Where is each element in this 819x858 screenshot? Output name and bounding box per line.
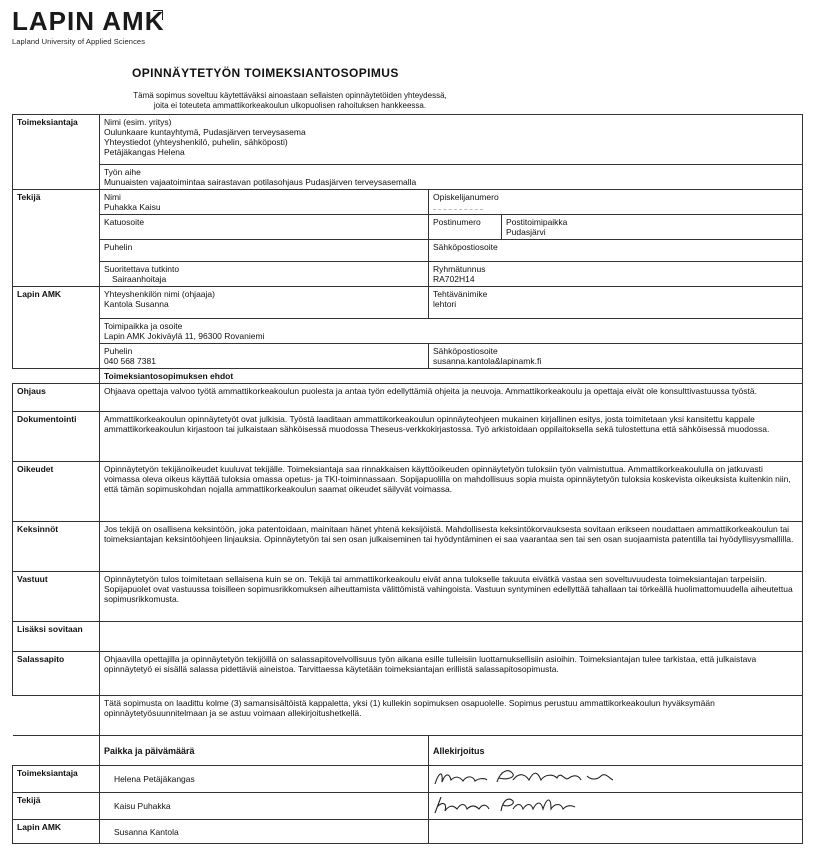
signature-cell-toimeksiantaja[interactable] xyxy=(429,766,803,793)
lapin-email-cell xyxy=(429,344,803,369)
tekija-name-value[interactable]: Puhakka Kaisu xyxy=(103,202,161,212)
lapin-email-value[interactable]: susanna.kantola&lapinamk.fi xyxy=(433,356,542,366)
office-value[interactable]: Lapin AMK Jokiväylä 11, 96300 Rovaniemi xyxy=(103,331,265,341)
ohjaus-row xyxy=(13,384,803,412)
supervisor-label: Yhteyshenkilön nimi (ohjaaja) xyxy=(103,289,215,299)
place-date-label: Paikka ja päivämäärä xyxy=(99,736,428,766)
keksinnot-label: Keksinnöt xyxy=(13,522,100,572)
postal-label: Postinumero xyxy=(433,217,481,227)
student-number-redacted[interactable] xyxy=(433,203,483,210)
tekija-name-label: Nimi xyxy=(103,192,121,202)
lapin-amk-label: Lapin AMK xyxy=(13,287,100,369)
street-cell xyxy=(99,215,428,240)
dokumentointi-label: Dokumentointi xyxy=(13,412,100,462)
tekija-email-cell xyxy=(429,240,803,262)
group-label: Ryhmätunnus xyxy=(433,264,486,274)
intro-line-2: joita ei toteuteta ammattikorkeakoulun ulkopuolisen rahoituksen hankkeessa. xyxy=(153,101,427,110)
signature-header-row xyxy=(13,736,803,766)
signature-cell-lapin-amk[interactable] xyxy=(429,820,803,844)
terms-heading-spacer xyxy=(13,369,100,384)
terms-heading: Toimeksiantosopimuksen ehdot xyxy=(99,369,802,384)
handwritten-signature-tekija xyxy=(429,793,799,819)
oikeudet-row xyxy=(13,462,803,522)
address-cell xyxy=(429,215,803,240)
oikeudet-label: Oikeudet xyxy=(13,462,100,522)
ohjaus-label: Ohjaus xyxy=(13,384,100,412)
tekija-name-cell xyxy=(99,190,428,215)
lapin-row-2 xyxy=(13,319,803,344)
signature-row-lapin-amk xyxy=(13,820,803,844)
salassapito-label: Salassapito xyxy=(13,652,100,696)
tekija-row-1 xyxy=(13,190,803,215)
oikeudet-text: Opinnäytetyön tekijänoikeudet kuuluvat tekijälle. Toimeksiantaja saa rinnakkaisen käyttöoikeuden opinnäytetyön tuloksiin työn valmistuttua. Ammattikorkeakoululla on jatkuvasti voimassa oleva oikeus käyttää tuloksia omassa opetus- ja TKI-toiminnassaan. Sopijapuolilla on mahdollisuus sopia muista opinnäytetyön tuloksia koskevista oikeuksista kuitenkin niin, että tämän sopimuskohdan nojalla ammattikorkeakoulun saamat oikeudet säilyvät voimassa. xyxy=(99,462,802,522)
toimeksiantaja-name-label: Nimi (esim. yritys) xyxy=(103,117,172,127)
vastuut-text: Opinnäytetyön tulos toimitetaan sellaisena kuin se on. Tekijä tai ammattikorkeakoulu eivät anna tulokselle takuuta eivätkä vastaa sen soveltuvuudesta toimeksiantajan tarpeisiin. Sopijapuolet ovat vastuussa toisilleen sopimusrikkomuksen aiheuttamista välittömistä vahingoista. Vastuun syntyminen edellyttää tahallaan tai törkeällä huolimattomuudella aiheutettua sopimusrikkomusta. xyxy=(99,572,802,622)
job-title-label: Tehtävänimike xyxy=(433,289,488,299)
signature-cell-tekija[interactable] xyxy=(429,793,803,820)
group-cell xyxy=(429,262,803,287)
toimeksiantaja-name-value[interactable]: Oulunkaare kuntayhtymä, Pudasjärven terveysasema xyxy=(103,127,306,137)
toimeksiantaja-row xyxy=(13,115,803,165)
toimeksiantaja-contact-label: Yhteystiedot (yhteyshenkilö, puhelin, sähköposti) xyxy=(103,137,288,147)
sig-label-toimeksiantaja: Toimeksiantaja xyxy=(13,766,100,793)
topic-label: Työn aihe xyxy=(103,167,141,177)
degree-value[interactable]: Sairaanhoitaja xyxy=(111,274,167,284)
closing-text: Tätä sopimusta on laadittu kolme (3) samansisältöistä kappaletta, yksi (1) kullekin sopimuksen osapuolelle. Sopimus perustuu ammattikorkeakoulun hyväksymään opinnäytetyösuunnitelmaan ja se astuu voimaan allekirjoitushetkellä. xyxy=(99,696,802,736)
tekija-label: Tekijä xyxy=(13,190,100,287)
intro-line-1: Tämä sopimus soveltuu käytettäväksi ainoastaan sellaisten opinnäytetöiden yhteydessä, xyxy=(133,91,447,100)
salassapito-row xyxy=(13,652,803,696)
tekija-phone-label: Puhelin xyxy=(103,242,133,252)
dokumentointi-text: Ammattikorkeakoulun opinnäytetyöt ovat julkisia. Työstä laaditaan ammattikorkeakoulun opinnäyteohjeen mukainen kirjallinen esitys, josta toimitetaan yksi kansitettu kappale ammattikorkeakoulun kirjastoon tai julkaistaan sähköisessä muodossa Theseus-verkkokirjastossa. Työ arkistoidaan oppilaitoksella sekä tulostettuna että sähköisessä muodossa. xyxy=(99,412,802,462)
city-label: Postitoimipaikka xyxy=(506,217,568,227)
city-value[interactable]: Pudasjärvi xyxy=(506,227,546,237)
keksinnot-row xyxy=(13,522,803,572)
topic-row xyxy=(13,165,803,190)
office-label: Toimipaikka ja osoite xyxy=(103,321,183,331)
handwritten-signature-toimeksiantaja xyxy=(429,766,799,792)
tekija-row-3 xyxy=(13,240,803,262)
closing-row xyxy=(13,696,803,736)
lapin-email-label: Sähköpostiosoite xyxy=(433,346,498,356)
lapin-row-3 xyxy=(13,344,803,369)
city-cell xyxy=(502,215,571,239)
tekija-row-4 xyxy=(13,262,803,287)
sig-label-lapin-amk: Lapin AMK xyxy=(13,820,100,844)
supervisor-value[interactable]: Kantola Susanna xyxy=(103,299,169,309)
lapin-phone-cell xyxy=(99,344,428,369)
sig-name-lapin-amk[interactable]: Susanna Kantola xyxy=(99,820,428,844)
toimeksiantaja-info xyxy=(99,115,802,165)
lapin-phone-value[interactable]: 040 568 7381 xyxy=(103,356,156,366)
vastuut-row xyxy=(13,572,803,622)
lapin-amk-logo xyxy=(12,8,164,46)
group-value[interactable]: RA702H14 xyxy=(433,274,475,284)
tekija-email-label: Sähköpostiosoite xyxy=(433,242,498,252)
ohjaus-text: Ohjaava opettaja valvoo työtä ammattikorkeakoulun puolesta ja antaa työn edellyttämiä ohjeita ja neuvoja. Ammattikorkeakoulu ja opettaja eivät ole konsulttivastuussa työstä. xyxy=(99,384,802,412)
postal-cell xyxy=(429,215,502,239)
topic-value[interactable]: Munuaisten vajaatoimintaa sairastavan potilasohjaus Pudasjärven terveysasemalla xyxy=(103,177,417,187)
signature-row-tekija xyxy=(13,793,803,820)
intro-text xyxy=(80,91,500,111)
logo-corner-mark xyxy=(153,10,163,20)
tekija-row-2 xyxy=(13,215,803,240)
street-label: Katuosoite xyxy=(103,217,145,227)
dokumentointi-row xyxy=(13,412,803,462)
lisaksi-label: Lisäksi sovitaan xyxy=(13,622,100,652)
supervisor-cell xyxy=(99,287,428,319)
salassapito-text: Ohjaavilla opettajilla ja opinnäytetyön tekijöillä on salassapitovelvollisuus työn aikana esille tulleisiin luottamuksellisiin asioihin. Toimeksiantajan tulee tarkistaa, että julkaistava opinnäytetyö ei sisällä salassa pidettäviä aineistoa. Tarvittaessa käytetään toimeksiantajan erillistä salassapitosopimusta. xyxy=(99,652,802,696)
terms-heading-row xyxy=(13,369,803,384)
lisaksi-text[interactable] xyxy=(99,622,802,652)
signature-label: Allekirjoitus xyxy=(429,736,803,766)
job-title-cell xyxy=(429,287,803,319)
degree-label: Suoritettava tutkinto xyxy=(103,264,180,274)
job-title-value[interactable]: lehtori xyxy=(433,299,457,309)
agreement-table xyxy=(12,114,803,844)
signature-row-toimeksiantaja xyxy=(13,766,803,793)
lisaksi-row xyxy=(13,622,803,652)
tekija-phone-cell xyxy=(99,240,428,262)
closing-spacer xyxy=(13,696,100,736)
topic-cell xyxy=(99,165,802,190)
toimeksiantaja-label: Toimeksiantaja xyxy=(13,115,100,190)
document-title: OPINNÄYTETYÖN TOIMEKSIANTOSOPIMUS xyxy=(132,66,399,80)
vastuut-label: Vastuut xyxy=(13,572,100,622)
office-cell xyxy=(99,319,802,344)
keksinnot-text: Jos tekijä on osallisena keksintöön, joka patentoidaan, mainitaan hänet yhtenä keksijöistä. Mahdollisesta keksintökorvauksesta sovitaan erikseen noudattaen ammattikorkeakoulun tai toimeksiantajan keksintöohjeen linjauksia. Opinnäytetyön tai sen osan julkaiseminen tai hyödyntäminen ei saa vaarantaa sen tai sen osan suojaamista patentilla tai hyödyllisyysmallilla. xyxy=(99,522,802,572)
toimeksiantaja-contact-value[interactable]: Petäjäkangas Helena xyxy=(103,147,185,157)
logo-name: LAPIN AMK xyxy=(12,6,165,36)
student-number-label: Opiskelijanumero xyxy=(433,192,499,202)
sig-name-tekija[interactable]: Kaisu Puhakka xyxy=(99,793,428,820)
degree-cell xyxy=(99,262,428,287)
student-number-cell xyxy=(429,190,803,215)
lapin-row-1 xyxy=(13,287,803,319)
logo-subtitle: Lapland University of Applied Sciences xyxy=(12,37,146,46)
sig-label-tekija: Tekijä xyxy=(13,793,100,820)
sig-name-toimeksiantaja[interactable]: Helena Petäjäkangas xyxy=(99,766,428,793)
lapin-phone-label: Puhelin xyxy=(103,346,133,356)
signature-header-spacer xyxy=(13,736,100,766)
